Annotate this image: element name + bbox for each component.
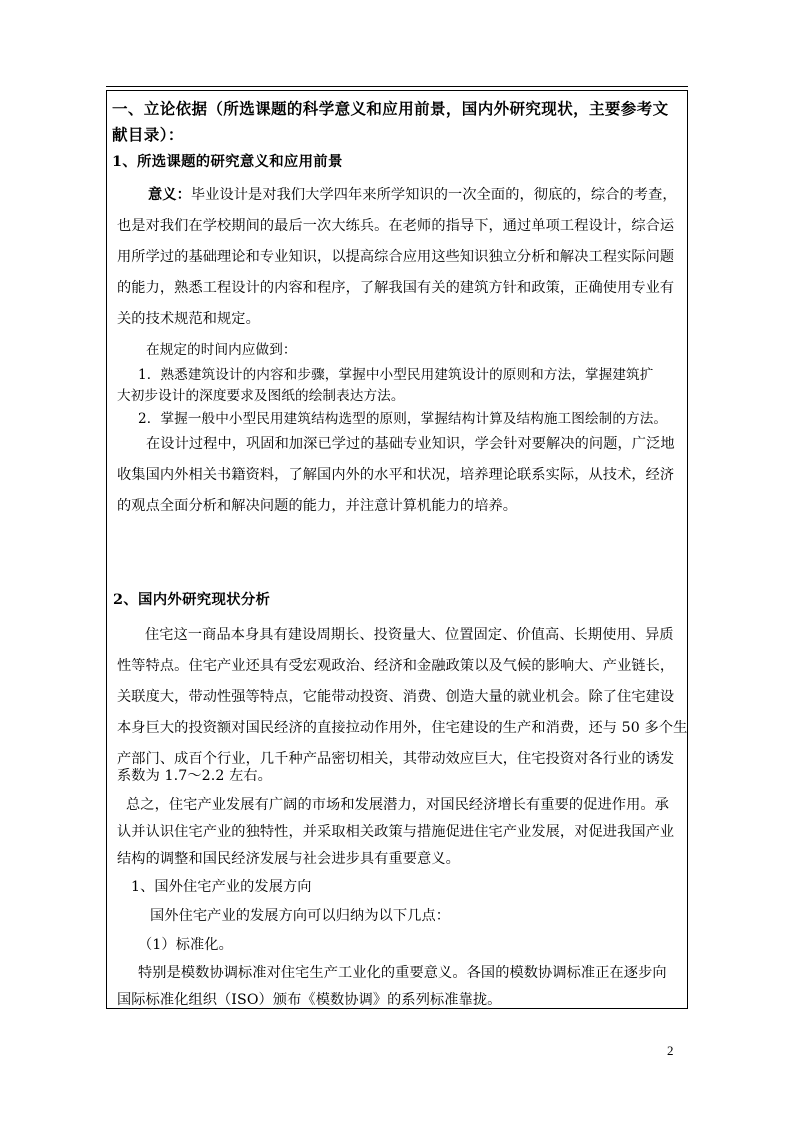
section-heading-line2: 献目录）： xyxy=(112,125,184,144)
standardization-line1: 特别是模数协调标准对住宅生产工业化的重要意义。各国的模数协调标准正在逐步向 xyxy=(138,965,667,981)
page-number: 2 xyxy=(667,1043,674,1058)
subheading-significance: 1、所选课题的研究意义和应用前景 xyxy=(112,153,343,170)
meaning-paragraph-line1 xyxy=(148,185,677,205)
process-paragraph-line3: 的观点全面分析和解决问题的能力，并注意计算机能力的培养。 xyxy=(117,498,518,514)
summary-paragraph-line3: 结构的调整和国民经济发展与社会进步具有重要意义。 xyxy=(117,851,460,867)
housing-paragraph-line1: 住宅这一商品本身具有建设周期长、投资量大、位置固定、价值高、长期使用、异质 xyxy=(145,627,674,643)
meaning-paragraph-line3: 用所学过的基础理论和专业知识，以提高综合应用这些知识独立分析和解决工程实际问题 xyxy=(117,249,675,265)
table-top-rule xyxy=(106,86,688,87)
meaning-label: 意义： xyxy=(148,187,191,203)
meaning-paragraph-line4: 的能力，熟悉工程设计的内容和程序，了解我国有关的建筑方针和政策，正确使用专业有 xyxy=(117,280,675,296)
housing-paragraph-line5: 产部门、成百个行业，几千种产品密切相关，其带动效应巨大，住宅投资对各行业的诱发 xyxy=(117,751,675,767)
foreign-direction-intro: 国外住宅产业的发展方向可以归纳为以下几点： xyxy=(150,908,451,924)
housing-paragraph-line2: 性等特点。住宅产业还具有受宏观政治、经济和金融政策以及气候的影响大、产业链长， xyxy=(117,658,675,674)
housing-paragraph-line4: 本身巨大的投资额对国民经济的直接拉动作用外，住宅建设的生产和消费，还与 50 多个生 xyxy=(117,720,688,736)
meaning-line1-text: 毕业设计是对我们大学四年来所学知识的一次全面的，彻底的，综合的考查， xyxy=(190,187,677,203)
standardization-line2: 国际标准化组织（ISO）颁布《模数协调》的系列标准靠拢。 xyxy=(117,992,502,1008)
list-item-1-line1: 1．熟悉建筑设计的内容和步骤，掌握中小型民用建筑设计的原则和方法，掌握建筑扩 xyxy=(138,367,654,383)
foreign-direction-heading: 1、国外住宅产业的发展方向 xyxy=(131,879,312,895)
housing-paragraph-line6: 系数为 1.7～2.2 左右。 xyxy=(117,768,272,784)
point-standardization: （1）标准化。 xyxy=(138,937,233,953)
meaning-paragraph-line5: 关的技术规范和规定。 xyxy=(117,311,260,327)
list-item-2-line1: 2．掌握一般中小型民用建筑结构选型的原则，掌握结构计算及结构施工图绘制的方法。 xyxy=(138,411,668,427)
section-heading-line1: 一、立论依据（所选课题的科学意义和应用前景，国内外研究现状，主要参考文 xyxy=(112,99,669,118)
summary-paragraph-line1: 总之，住宅产业发展有广阔的市场和发展潜力，对国民经济增长有重要的促进作用。承 xyxy=(126,797,669,813)
within-time-text: 在规定的时间内应做到： xyxy=(146,342,297,358)
summary-paragraph-line2: 认并认识住宅产业的独特性，并采取相关政策与措施促进住宅产业发展，对促进我国产业 xyxy=(117,824,675,840)
meaning-paragraph-line2: 也是对我们在学校期间的最后一次大练兵。在老师的指导下，通过单项工程设计，综合运 xyxy=(117,218,675,234)
process-paragraph-line2: 收集国内外相关书籍资料，了解国内外的水平和状况，培养理论联系实际，从技术，经济 xyxy=(117,467,675,483)
process-paragraph-line1: 在设计过程中，巩固和加深已学过的基础专业知识，学会针对要解决的问题，广泛地 xyxy=(146,436,675,452)
housing-paragraph-line3: 关联度大，带动性强等特点，它能带动投资、消费、创造大量的就业机会。除了住宅建设 xyxy=(117,689,675,705)
subheading-research-status: 2、国内外研究现状分析 xyxy=(113,591,271,608)
list-item-1-line2: 大初步设计的深度要求及图纸的绘制表达方法。 xyxy=(117,388,405,404)
